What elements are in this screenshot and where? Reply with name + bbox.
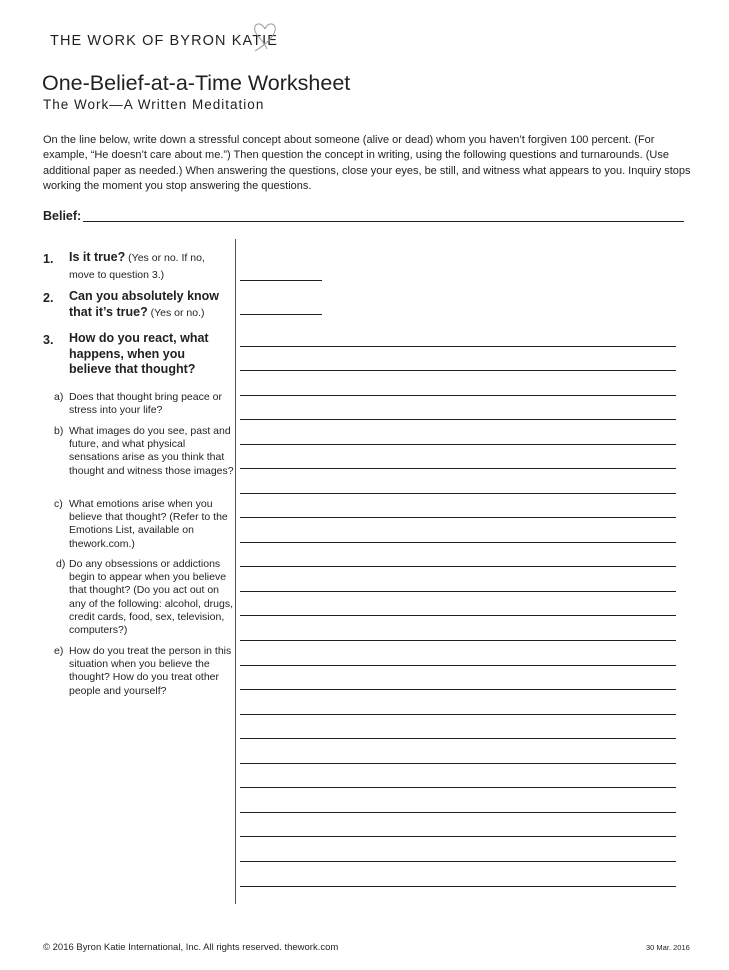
question-2-number: 2. (43, 291, 54, 305)
subquestion-d: Do any obsessions or addictions begin to appear when you believe that thought? (Do you act out on any of the following: alcohol, drugs, credit cards, food, sex, television, computers?) (69, 558, 234, 637)
answer-line[interactable] (240, 714, 676, 715)
answer-line[interactable] (240, 591, 676, 592)
answer-line[interactable] (240, 346, 676, 347)
page-subtitle: The Work—A Written Meditation (43, 97, 265, 112)
question-3 (69, 331, 219, 378)
subquestion-e-letter: e) (54, 645, 64, 657)
intro-paragraph: On the line below, write down a stressful concept about someone (alive or dead) whom you haven’t forgiven 100 percent. (For example, “He doesn’t care about me.”) Then question the concept in writing, using the following questions and turnarounds. (Use additional paper as needed.) When answering the questions, close your eyes, be still, and witness what appears to you. Inquiry stops working the moment you stop answering the questions. (43, 134, 691, 192)
belief-label: Belief: (43, 209, 82, 223)
answer-line[interactable] (240, 665, 676, 666)
question-3-number: 3. (43, 333, 54, 347)
answer-line[interactable] (240, 763, 676, 764)
subquestion-a: Does that thought bring peace or stress into your life? (69, 391, 222, 417)
answer-line[interactable] (240, 370, 676, 371)
answer-line[interactable] (240, 886, 676, 887)
heart-logo-icon (252, 19, 278, 55)
answer-line[interactable] (240, 836, 676, 837)
answer-line[interactable] (240, 689, 676, 690)
answer-line[interactable] (240, 444, 676, 445)
answer-line[interactable] (240, 566, 676, 567)
answer-line-q1[interactable] (240, 280, 322, 281)
subquestion-a-letter: a) (54, 391, 64, 403)
answer-line[interactable] (240, 861, 676, 862)
subquestion-d-letter: d) (56, 558, 66, 570)
question-3-text: How do you react, what happens, when you believe that thought? (69, 331, 209, 376)
logo-text: THE WORK OF BYRON KATIE (50, 33, 279, 49)
column-divider (235, 239, 236, 904)
footer-date: 30 Mar. 2016 (646, 943, 690, 952)
answer-line[interactable] (240, 640, 676, 641)
subquestion-c: What emotions arise when you believe that thought? (Refer to the Emotions List, available on thework.com.) (69, 498, 228, 550)
answer-line-q2[interactable] (240, 314, 322, 315)
question-1 (69, 250, 229, 283)
page-title: One-Belief-at-a-Time Worksheet (42, 71, 351, 95)
subquestion-b-letter: b) (54, 425, 64, 437)
question-2-hint: (Yes or no.) (147, 306, 205, 319)
subquestion-e: How do you treat the person in this situation when you believe the thought? How do you treat other people and yourself? (69, 645, 232, 697)
answer-line[interactable] (240, 812, 676, 813)
answer-line[interactable] (240, 738, 676, 739)
question-1-hint: (Yes or no. If no, move to question 3.) (69, 252, 205, 281)
question-2-text: Can you absolutely know that it’s true? (69, 289, 220, 319)
answer-line[interactable] (240, 395, 676, 396)
answer-line[interactable] (240, 517, 676, 518)
question-1-number: 1. (43, 252, 54, 266)
answer-line[interactable] (240, 542, 676, 543)
subquestion-b: What images do you see, past and future, and what physical sensations arise as you think that thought and witness those images? (69, 425, 234, 477)
answer-line[interactable] (240, 787, 676, 788)
answer-line[interactable] (240, 493, 676, 494)
footer-copyright: © 2016 Byron Katie International, Inc. All rights reserved. thework.com (43, 942, 339, 953)
subquestion-c-letter: c) (54, 498, 63, 510)
answer-line[interactable] (240, 615, 676, 616)
belief-answer-line[interactable] (83, 221, 684, 222)
answer-line[interactable] (240, 419, 676, 420)
question-1-text: Is it true? (69, 250, 126, 264)
answer-line[interactable] (240, 468, 676, 469)
question-2 (69, 289, 229, 321)
